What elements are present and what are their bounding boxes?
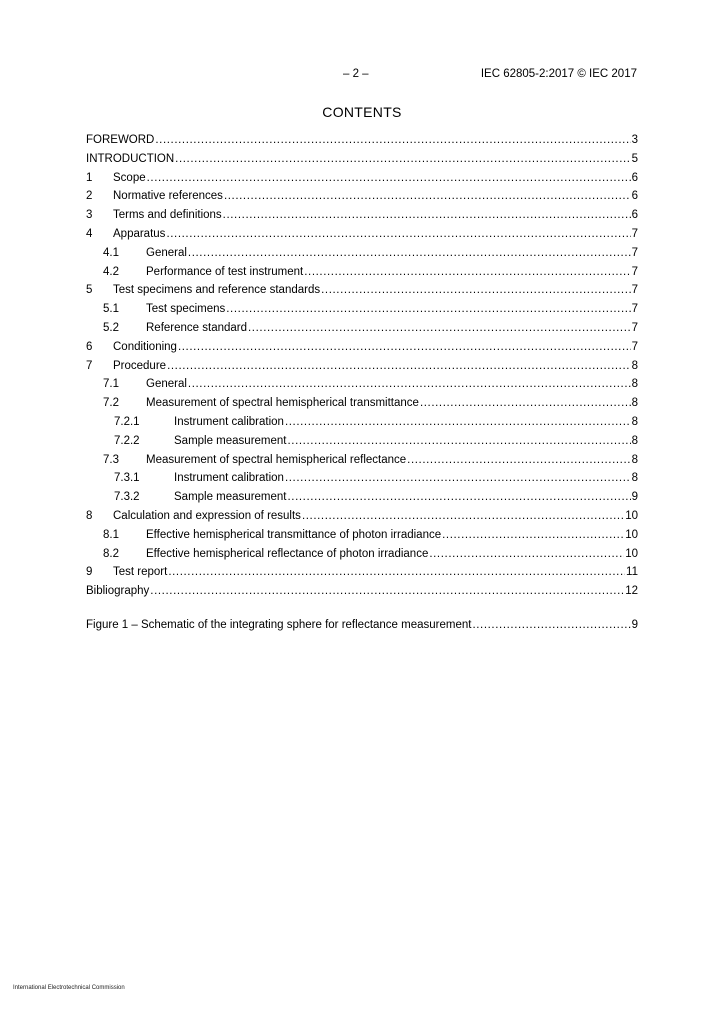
toc-entry-number: 8 [86, 509, 93, 522]
toc-entry-number: 4 [86, 227, 93, 240]
toc-entry-label: Test specimens [146, 303, 226, 316]
dot-leader [285, 469, 631, 488]
toc-entry[interactable] [86, 338, 638, 357]
toc-entry-number: 6 [86, 340, 93, 353]
toc-entry-number: 5.2 [103, 321, 119, 334]
toc-entry[interactable] [86, 263, 638, 282]
toc-entry[interactable] [86, 206, 638, 225]
toc-entry-label: INTRODUCTION [86, 152, 175, 165]
dot-leader [226, 300, 630, 319]
toc-entry-label: Procedure [113, 359, 167, 372]
toc-entry-label: Instrument calibration [174, 415, 284, 428]
toc-entry-page: 8 [631, 453, 638, 466]
dot-leader [442, 526, 624, 545]
toc-entry-label: Sample measurement [174, 491, 287, 504]
toc-entry-page: 7 [631, 303, 638, 316]
toc-entry[interactable] [86, 488, 638, 507]
toc-entry[interactable] [86, 225, 638, 244]
toc-entry-label: Measurement of spectral hemispherical transmittance [146, 397, 419, 410]
toc-entry[interactable] [86, 281, 638, 300]
toc-entry[interactable] [86, 413, 638, 432]
toc-entry-number: 5 [86, 284, 93, 297]
dot-leader [472, 616, 630, 635]
toc-entry-page: 7 [631, 227, 638, 240]
toc-entry-page: 6 [631, 190, 638, 203]
dot-leader [166, 225, 630, 244]
toc-entry-number: 4.2 [103, 265, 119, 278]
toc-entry[interactable] [86, 432, 638, 451]
toc-entry-page: 8 [631, 359, 638, 372]
toc-entry[interactable] [86, 244, 638, 263]
toc-entry[interactable] [86, 545, 638, 564]
toc-entry-number: 4.1 [103, 246, 119, 259]
toc-entry-number: 5.1 [103, 303, 119, 316]
toc-entry-label: Calculation and expression of results [113, 509, 301, 522]
toc-entry-page: 8 [631, 397, 638, 410]
dot-leader [168, 563, 625, 582]
toc-entry-label: Terms and definitions [113, 209, 222, 222]
toc-entry-number: 8.2 [103, 547, 119, 560]
toc-entry-label: Figure 1 – Schematic of the integrating sphere for reflectance measurement [86, 618, 472, 631]
dot-leader [248, 319, 631, 338]
toc-entry-page: 9 [631, 491, 638, 504]
toc-entry-label: Performance of test instrument [146, 265, 304, 278]
toc-entry-page: 7 [631, 284, 638, 297]
toc-entry-page: 8 [631, 434, 638, 447]
toc-entry-page: 8 [631, 415, 638, 428]
toc-entry-label: Normative references [113, 190, 223, 203]
dot-leader [175, 150, 630, 169]
toc-entry-number: 3 [86, 209, 93, 222]
dot-leader [147, 169, 631, 188]
toc-entry[interactable] [86, 469, 638, 488]
toc-entry-label: Effective hemispherical transmittance of photon irradiance [146, 528, 442, 541]
toc-entry[interactable] [86, 451, 638, 470]
toc-entry-page: 10 [625, 528, 638, 541]
toc-entry[interactable] [86, 169, 638, 188]
toc-entry-label: General [146, 246, 187, 259]
toc-entry-page: 10 [625, 509, 638, 522]
toc-entry-label: Instrument calibration [174, 472, 284, 485]
dot-leader [407, 451, 630, 470]
toc-entry-page: 6 [631, 209, 638, 222]
dot-leader [167, 357, 631, 376]
dot-leader [302, 507, 624, 526]
toc-entry-number: 7.3 [103, 453, 119, 466]
toc-entry-page: 6 [631, 171, 638, 184]
toc-entry-label: Scope [113, 171, 146, 184]
dot-leader [178, 338, 631, 357]
toc-entry-page: 5 [631, 152, 638, 165]
toc-entry-number: 7.2.2 [114, 434, 140, 447]
toc-entry-label: Effective hemispherical reflectance of photon irradiance [146, 547, 429, 560]
dot-leader [188, 375, 631, 394]
dot-leader [285, 413, 631, 432]
dot-leader [188, 244, 631, 263]
dot-leader [224, 187, 631, 206]
toc-entry-label: Test specimens and reference standards [113, 284, 321, 297]
toc-entry-page: 7 [631, 321, 638, 334]
toc-entry-page: 10 [625, 547, 638, 560]
toc-entry-label: Conditioning [113, 340, 177, 353]
toc-entry-page: 9 [631, 618, 638, 631]
section-gap [86, 601, 638, 616]
toc-entry[interactable] [86, 563, 638, 582]
toc-entry-page: 7 [631, 246, 638, 259]
page-header [0, 68, 724, 84]
footer-text: International Electrotechnical Commission [13, 985, 125, 991]
toc-entry-label: General [146, 378, 187, 391]
toc-entry-number: 8.1 [103, 528, 119, 541]
toc-entry[interactable] [86, 357, 638, 376]
standard-id: IEC 62805-2:2017 © IEC 2017 [480, 68, 637, 80]
toc-entry[interactable] [86, 187, 638, 206]
toc-entry[interactable] [86, 394, 638, 413]
toc-entry-page: 3 [631, 134, 638, 146]
toc-entry[interactable] [86, 582, 638, 601]
toc-entry-page: 8 [631, 378, 638, 391]
dot-leader [304, 263, 630, 282]
toc-entry-page: 8 [631, 472, 638, 485]
toc-entry-page: 7 [631, 340, 638, 353]
toc-entry-label: Apparatus [113, 227, 166, 240]
dot-leader [223, 206, 631, 225]
toc-entry-page: 11 [626, 566, 638, 579]
dot-leader [288, 488, 631, 507]
toc-entry-number: 2 [86, 190, 93, 203]
toc-entry-number: 1 [86, 171, 93, 184]
toc-entry[interactable] [86, 150, 638, 169]
table-of-contents [86, 131, 638, 635]
toc-entry-label: Sample measurement [174, 434, 287, 447]
toc-entry[interactable] [86, 526, 638, 545]
toc-entry-number: 7.2.1 [114, 415, 140, 428]
dot-leader [429, 545, 624, 564]
toc-entry-number: 7.3.2 [114, 491, 140, 504]
toc-entry[interactable] [86, 507, 638, 526]
figure-list-entry[interactable] [86, 616, 638, 635]
toc-entry-label: Reference standard [146, 321, 248, 334]
toc-entry-label: Test report [113, 566, 168, 579]
page-title: CONTENTS [322, 104, 402, 120]
toc-entry-label: Measurement of spectral hemispherical reflectance [146, 453, 407, 466]
toc-entry-page: 7 [631, 265, 638, 278]
toc-entry[interactable] [86, 375, 638, 394]
toc-entry[interactable] [86, 319, 638, 338]
toc-entry-page: 12 [625, 585, 638, 598]
toc-entry-label: FOREWORD [86, 134, 155, 146]
page-number: – 2 – [343, 68, 369, 80]
toc-entry-number: 9 [86, 566, 93, 579]
toc-entry-number: 7.2 [103, 397, 119, 410]
dot-leader [420, 394, 631, 413]
dot-leader [155, 131, 630, 150]
dot-leader [150, 582, 624, 601]
dot-leader [321, 281, 630, 300]
toc-entry-number: 7 [86, 359, 93, 372]
toc-entry[interactable] [86, 300, 638, 319]
dot-leader [288, 432, 631, 451]
toc-entry-number: 7.3.1 [114, 472, 140, 485]
toc-entry[interactable] [86, 131, 638, 150]
toc-entry-number: 7.1 [103, 378, 119, 391]
toc-entry-label: Bibliography [86, 585, 150, 598]
